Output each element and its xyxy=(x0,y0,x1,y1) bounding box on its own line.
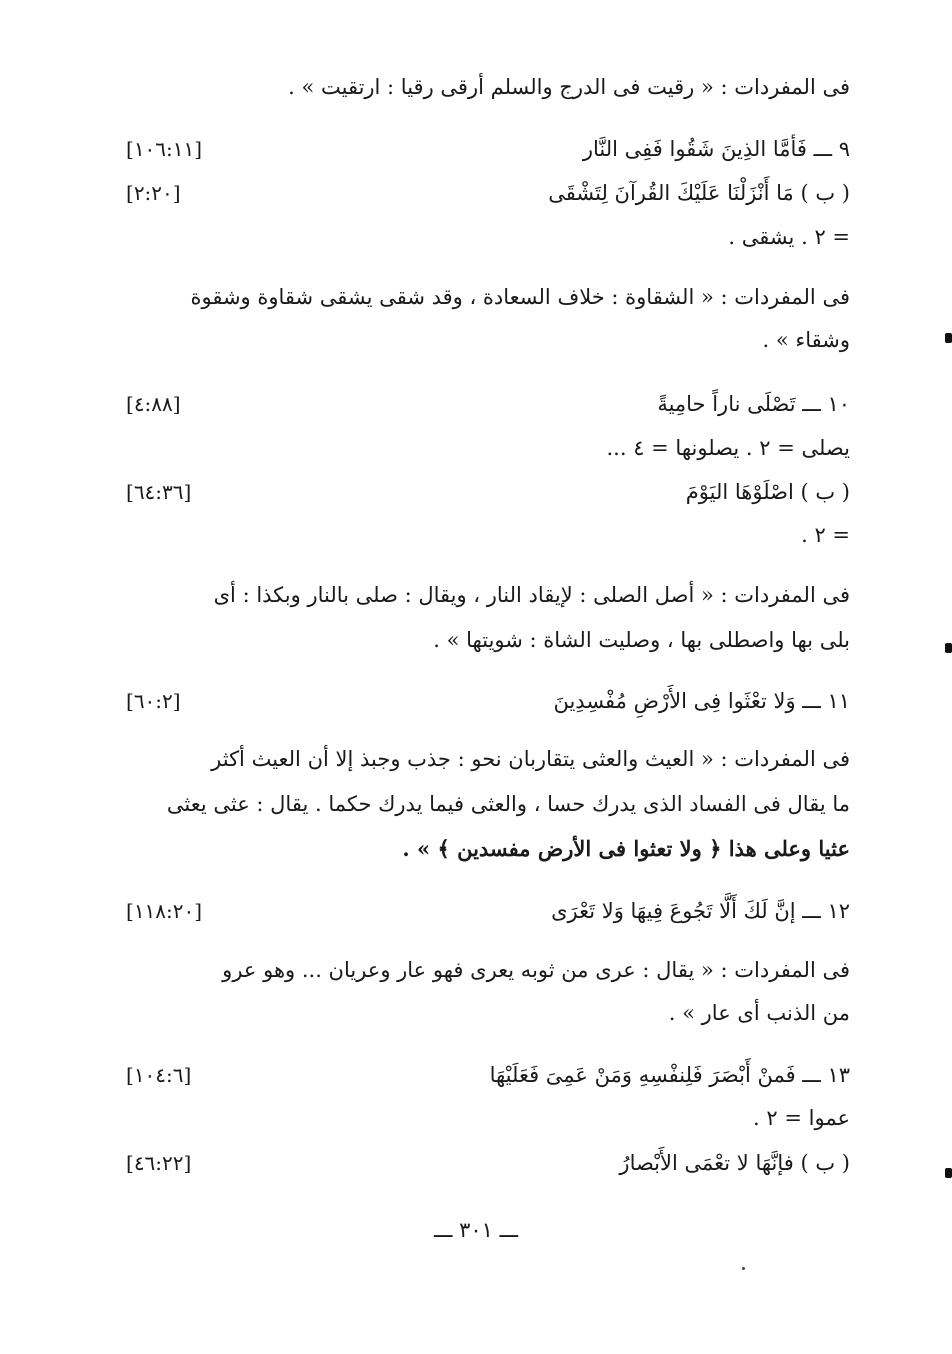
verse-line: ( ب ) مَا أَنْزَلْنَا عَلَيْكَ القُرآنَ لِتَشْقَى xyxy=(548,181,850,205)
text-line: عموا = ٢ . xyxy=(753,1106,850,1130)
verse-reference: [١١٨:٢٠] xyxy=(126,899,203,923)
text-line: فى المفردات : « الشقاوة : خلاف السعادة ، وقد شقى يشقى شقاوة وشقوة xyxy=(190,285,850,309)
text-line: فى المفردات : « يقال : عرى من ثوبه يعرى فهو عار وعريان ... وهو عرو xyxy=(222,958,850,982)
text-line: = ٢ . xyxy=(801,523,850,547)
verse-line: ٩ ـــ فَأمَّا الذِينَ شَقُوا فَفِى النَّار xyxy=(582,137,850,161)
verse-line: ١١ ـــ وَلا تعْثَوا فِى الأَرْضِ مُفْسِدِينَ xyxy=(553,689,850,713)
verse-reference: [١٠٦:١١] xyxy=(126,137,203,161)
verse-line: ١٣ ـــ فَمنْ أَبْصَرَ فَلِنفْسِهِ وَمَنْ عَمِىَ فَعَلَيْهَا xyxy=(489,1063,850,1087)
verse-line: ١٢ ـــ إنَّ لَكَ أَلَّا تَجُوعَ فِيهَا وَلا تَعْرَى xyxy=(551,899,850,923)
scan-mark xyxy=(945,643,952,653)
text-line: يصلى = ٢ . يصلونها = ٤ ... xyxy=(606,436,850,460)
scan-speck xyxy=(742,1267,745,1270)
text-line: فى المفردات : « أصل الصلى : لإيقاد النار ، ويقال : صلى بالنار وبكذا : أى xyxy=(213,583,850,607)
text-line: بلى بها واصطلى بها ، وصليت الشاة : شويتها » . xyxy=(433,628,850,652)
text-line: وشقاء » . xyxy=(762,328,850,352)
verse-reference: [٦٤:٣٦] xyxy=(126,480,192,504)
verse-line: ( ب ) فإنَّهَا لا تعْمَى الأَبْصارُ xyxy=(619,1151,850,1175)
scan-mark xyxy=(945,333,952,343)
text-line: ما يقال فى الفساد الذى يدرك حسا ، والعثى فيما يدرك حكما . يقال : عثى يعثى xyxy=(166,792,850,816)
scan-mark xyxy=(945,1168,952,1178)
verse-reference: [٤:٨٨] xyxy=(126,392,181,416)
verse-line: ١٠ ـــ تَصْلَى ناراً حامِيةً xyxy=(657,392,850,416)
verse-reference: [٤٦:٢٢] xyxy=(126,1151,192,1175)
text-line: فى المفردات : « العيث والعثى يتقاربان نحو : جذب وجبذ إلا أن العيث أكثر xyxy=(211,747,850,771)
verse-reference: [٢:٢٠] xyxy=(126,181,181,205)
page-number: ـــ ٣٠١ ـــ xyxy=(433,1218,519,1242)
verse-line: ( ب ) اصْلَوْهَا اليَوْمَ xyxy=(685,480,850,504)
text-line: عثيا وعلى هذا ﴿ ولا تعثوا فى الأرض مفسدين ﴾ » . xyxy=(402,836,850,861)
verse-reference: [٦٠:٢] xyxy=(126,689,181,713)
text-line: من الذنب أى عار » . xyxy=(668,1001,850,1025)
text-line: = ٢ . يشقى . xyxy=(728,225,850,249)
verse-reference: [١٠٤:٦] xyxy=(126,1063,192,1087)
text-line: فى المفردات : « رقيت فى الدرج والسلم أرقى رقيا : ارتقيت » . xyxy=(288,75,850,99)
